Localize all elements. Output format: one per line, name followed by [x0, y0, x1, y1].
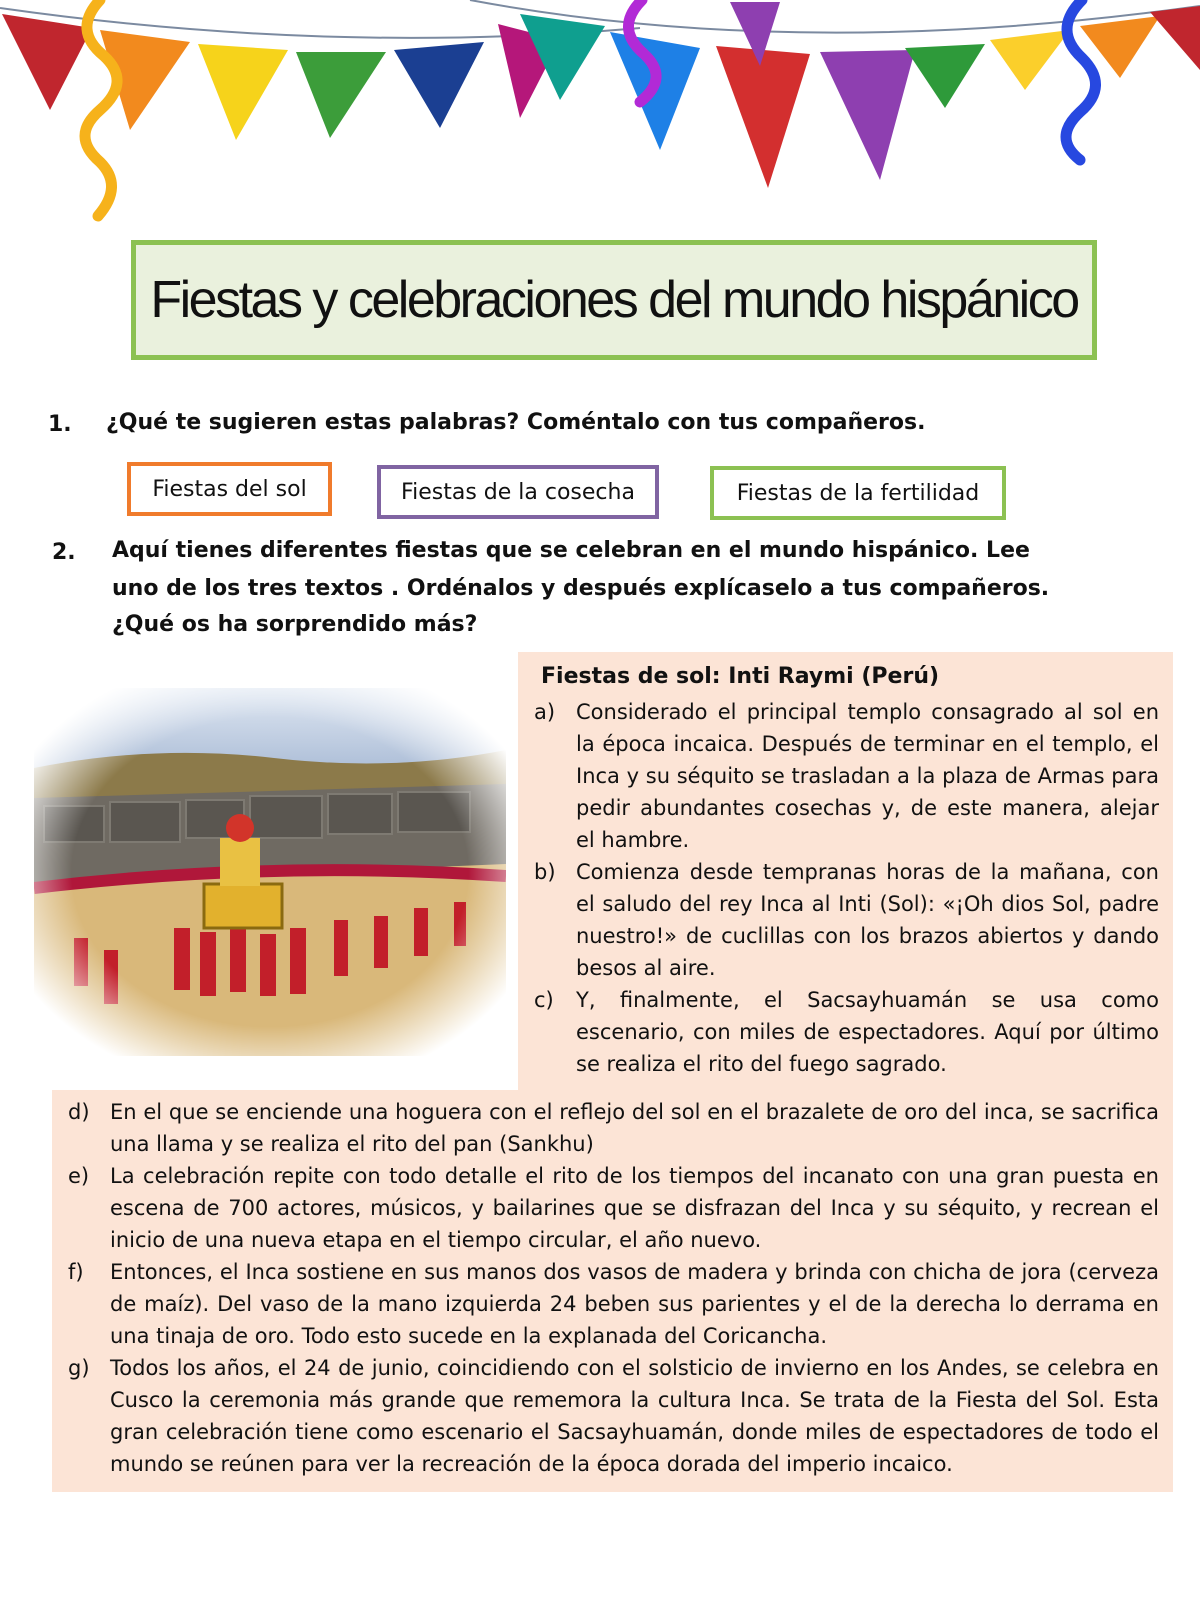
item-label: e): [68, 1164, 90, 1188]
question-2-line-2: uno de los tres textos . Ordénalos y después explícaselo a tus compañeros.: [112, 576, 1050, 601]
item-label: c): [534, 988, 554, 1012]
reading-item-g: [68, 1352, 1159, 1480]
reading-item-c: [534, 984, 1159, 1080]
pennant-flags: [2, 2, 1200, 188]
item-text: En el que se enciende una hoguera con el reflejo del sol en el brazalete de oro del inca, se sacrifica una llama y se realiza el rito del pan (Sankhu): [110, 1100, 1159, 1156]
word-box-fiestas-fertilidad: Fiestas de la fertilidad: [710, 466, 1006, 520]
item-text: Comienza desde tempranas horas de la mañana, con el saludo del rey Inca al Inti (Sol): «¡Oh dios Sol, padre nuestro!» de cuclillas con los brazos abiertos y dando besos al aire.: [576, 860, 1159, 980]
word-box-fiestas-sol: Fiestas del sol: [127, 462, 332, 516]
reading-item-e: [68, 1160, 1159, 1256]
question-2-line-3: ¿Qué os ha sorprendido más?: [112, 612, 478, 637]
item-text: Entonces, el Inca sostiene en sus manos dos vasos de madera y brinda con chicha de jora (cerveza de maíz). Del vaso de la mano izquierda 24 beben sus parientes y el de la derecha lo derrama en una tinaja de oro. Todo esto sucede en la explanada del Coricancha.: [110, 1260, 1159, 1348]
reading-item-a: [534, 696, 1159, 856]
title-box: [131, 240, 1097, 360]
inti-raymi-photo: [34, 688, 506, 1056]
question-2-number: 2.: [52, 540, 76, 565]
item-label: f): [68, 1260, 84, 1284]
reading-item-f: [68, 1256, 1159, 1352]
question-1-text: ¿Qué te sugieren estas palabras? Coméntalo con tus compañeros.: [106, 410, 926, 435]
item-text: Y, finalmente, el Sacsayhuamán se usa como escenario, con miles de espectadores. Aquí por último se realiza el rito del fuego sagrado.: [576, 988, 1159, 1076]
item-label: b): [534, 860, 556, 884]
reading-item-d: [68, 1096, 1159, 1160]
question-2-line-1: Aquí tienes diferentes fiestas que se celebran en el mundo hispánico. Lee: [112, 538, 1030, 563]
word-box-fiestas-cosecha: Fiestas de la cosecha: [377, 465, 659, 519]
item-text: Todos los años, el 24 de junio, coincidiendo con el solsticio de invierno en los Andes, se celebra en Cusco la ceremonia más grande que rememora la cultura Inca. Se trata de la Fiesta del Sol. Esta gran celebración tiene como escenario el Sacsayhuamán, donde miles de espectadores de todo el mundo se reúnen para ver la recreación de la época dorada del imperio incaico.: [110, 1356, 1159, 1476]
page-title: Fiestas y celebraciones del mundo hispánico: [150, 271, 1078, 329]
item-label: d): [68, 1100, 90, 1124]
reading-heading: Fiestas de sol: Inti Raymi (Perú): [541, 664, 940, 689]
item-label: g): [68, 1356, 90, 1380]
question-1-number: 1.: [48, 412, 72, 437]
bunting-banner: [0, 0, 1200, 240]
item-label: a): [534, 700, 556, 724]
reading-item-b: [534, 856, 1159, 984]
item-text: La celebración repite con todo detalle el rito de los tiempos del incanato con una gran puesta en escena de 700 actores, músicos, y bailarines que se disfrazan del Inca y su séquito, y recrean el inicio de una nueva etapa en el tiempo circular, el año nuevo.: [110, 1164, 1159, 1252]
item-text: Considerado el principal templo consagrado al sol en la época incaica. Después de terminar en el templo, el Inca y su séquito se trasladan a la plaza de Armas para pedir abundantes cosechas y, de este manera, alejar el hambre.: [576, 700, 1159, 852]
